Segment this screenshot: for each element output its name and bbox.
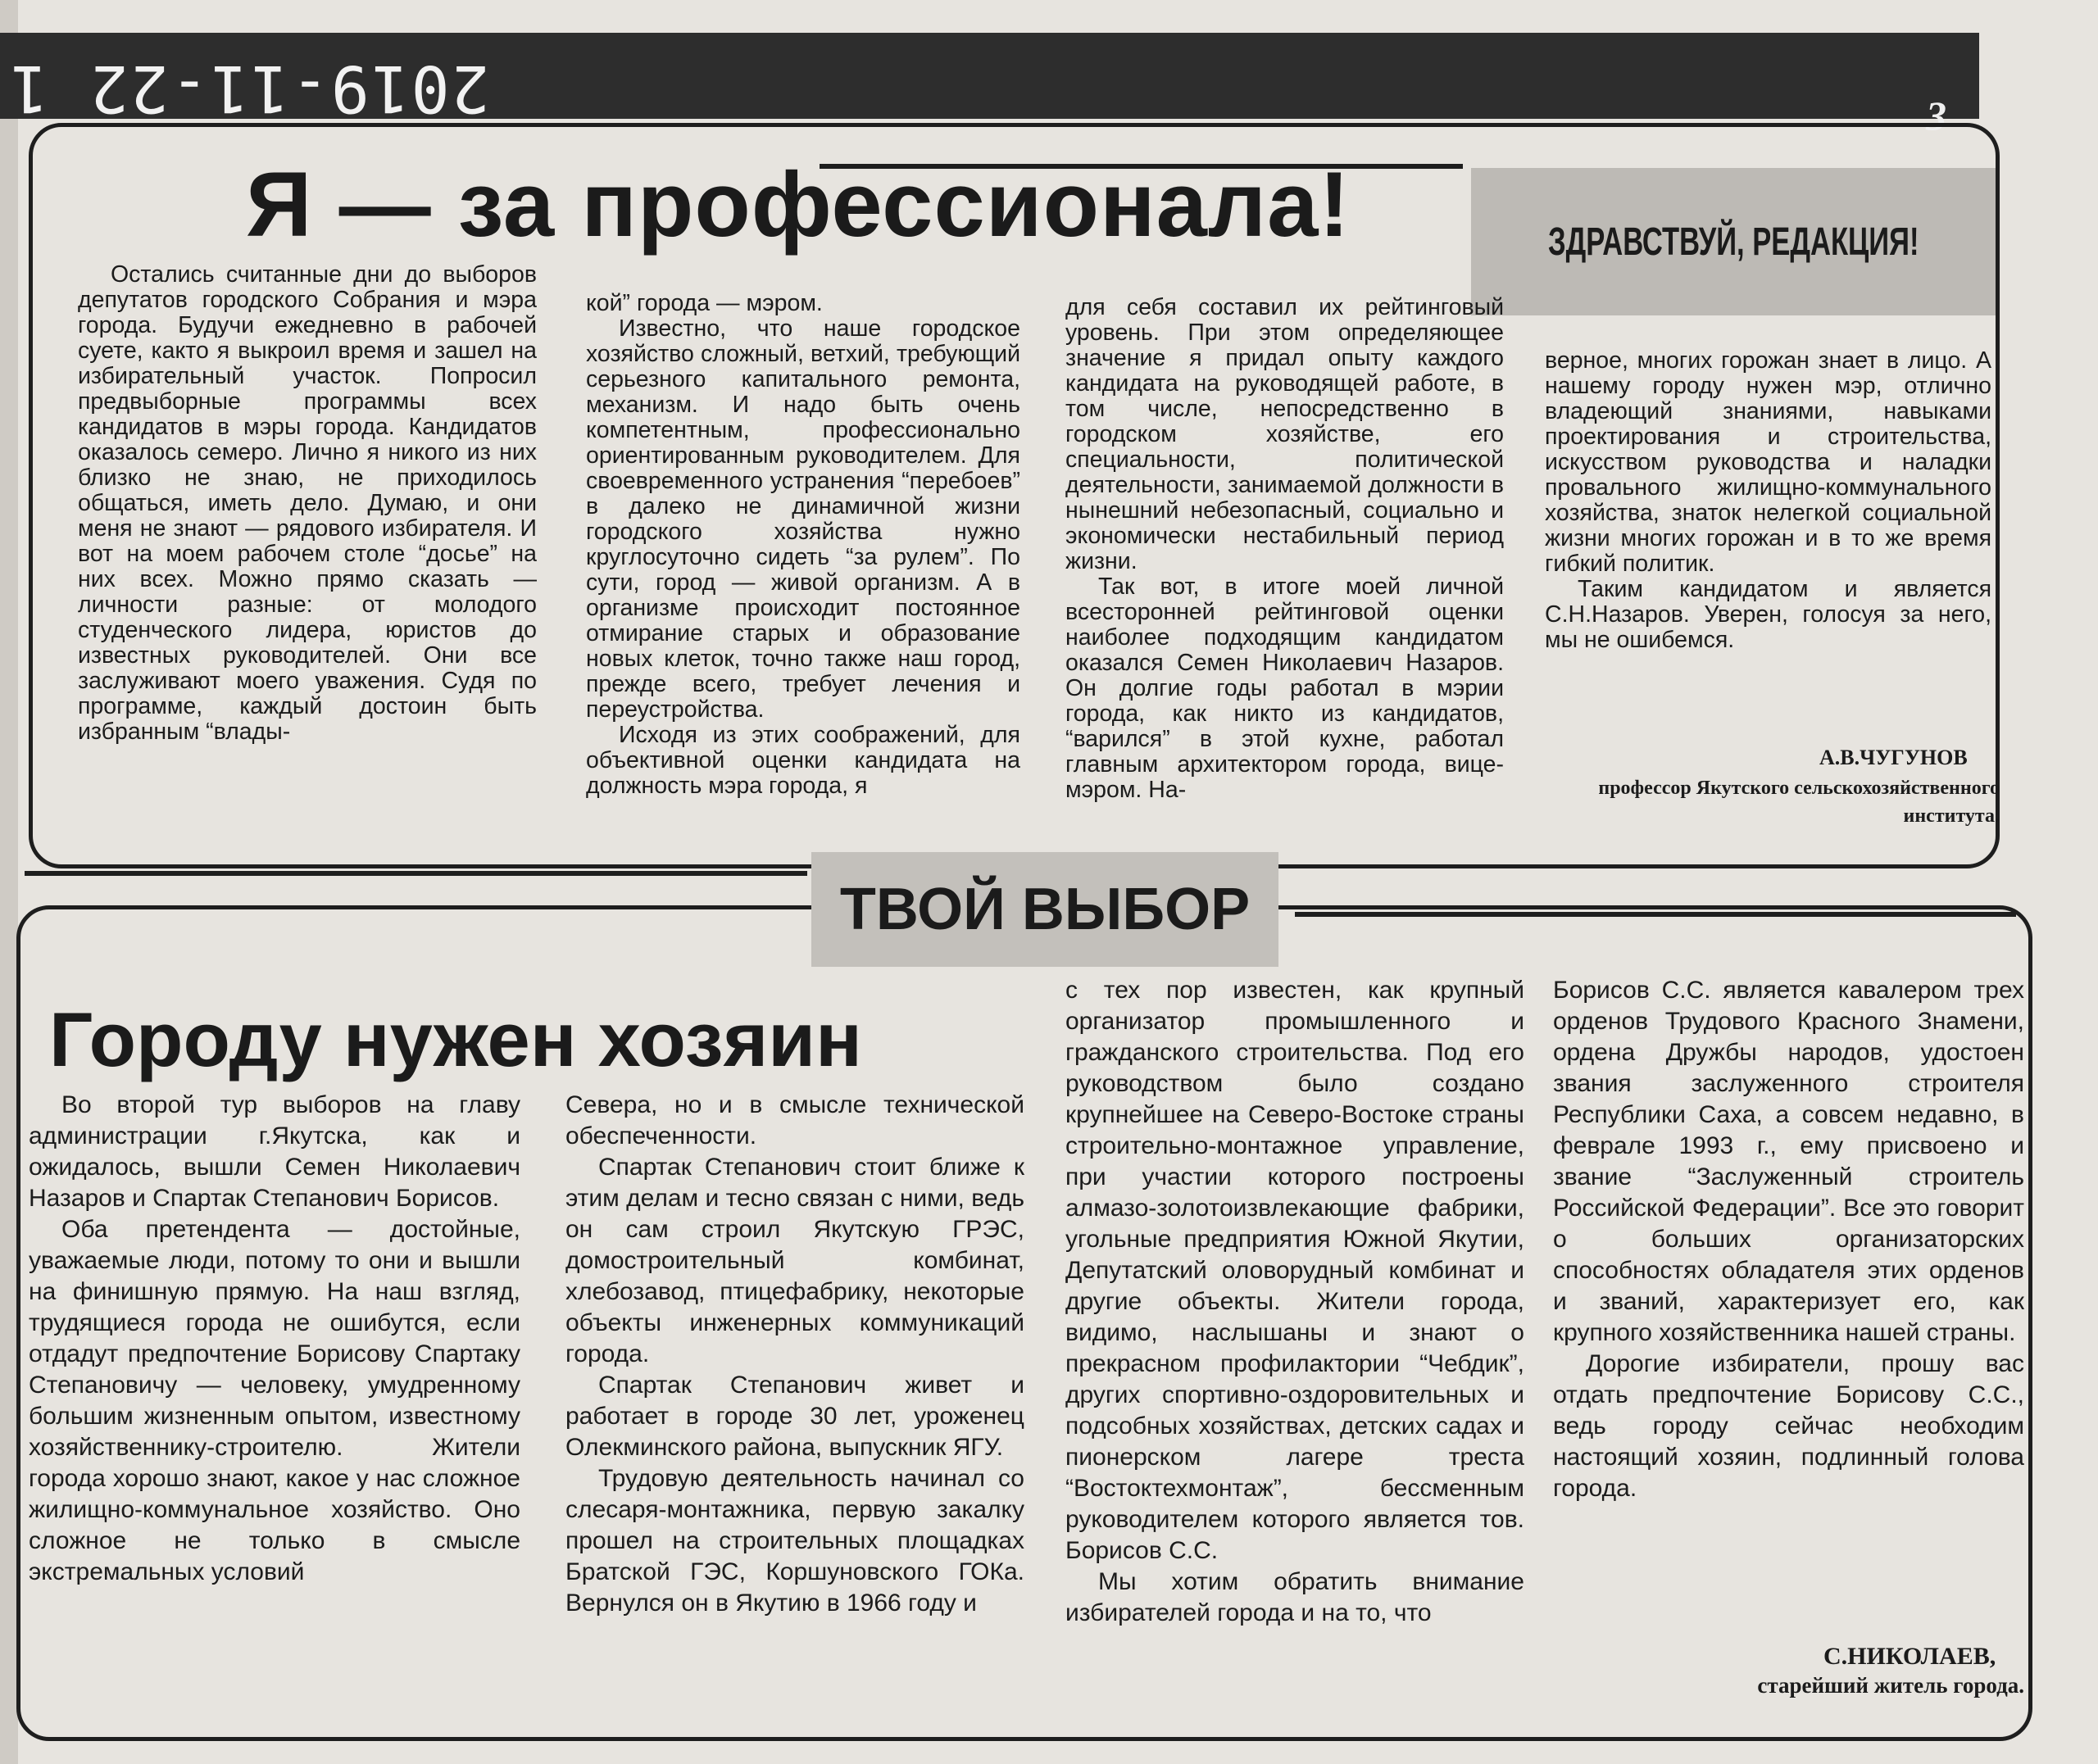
article1-author-desc: профессор Якутского сельскохозяйственного института.	[1598, 778, 2000, 827]
paragraph: Трудовую деятельность начинал со слесаря-монтажника, первую закалку прошел на строительных площадках Братской ГЭС, Коршуновского ГОКа. Вернулся он в Якутию в 1966 году и	[565, 1465, 1024, 1617]
paragraph: для себя составил их рейтинговый уровень. При этом определяющее значение я придал опыту каждого кандидата на руководящей работе, в том числе, непосредственно в городском хозяйстве, его специальности, политической деятельности, занимаемой должности в нынешний небезопасный, социально и экономически нестабильный период жизни.	[1065, 294, 1504, 574]
article2-rubric	[811, 852, 1278, 967]
article1-author-name: А.В.ЧУГУНОВ	[1819, 746, 1968, 769]
article2-author-desc: старейший житель города.	[1757, 1673, 2024, 1698]
paragraph: кой” города — мэром.	[586, 290, 823, 316]
paragraph: Борисов С.С. является кавалером трех орденов Трудового Красного Знамени, ордена Дружбы народов, удостоен звания заслуженного строителя Республики Саха, а совсем недавно, в феврале 1993 г., ему присвоено и звание “Заслуженный строитель Российской Федерации”. Все это говорит о больших организаторских способностях обладателя этих орденов и званий, характеризует его, как крупного хозяйственника нашей страны.	[1553, 977, 2024, 1346]
paragraph: Во второй тур выборов на главу администрации г.Якутска, как и ожидалось, вышли Семен Николаевич Назаров и Спартак Степанович Борисов.	[29, 1091, 520, 1212]
article1-column-1	[78, 262, 537, 745]
page-number: 3	[1926, 93, 1946, 138]
article2-headline: Городу нужен хозяин	[49, 996, 862, 1082]
paragraph: с тех пор известен, как крупный организатор промышленного и гражданского строительства. Под его руководством было создано крупнейшее на Северо-Востоке страны строительно-монтажное управление, при участии которого построены алмазо-золотоизвлекающие фабрики, угольные предприятия Южной Якутии, Депутатский оловорудный комбинат и другие объекты. Жители города, видимо, наслышаны и знают о прекрасном профилактории “Чебдик”, других спортивно-оздоровительных и подсобных хозяйствах, детских садах и пионерском лагере треста “Востоктехмонтаж”, бессменным руководителем которого является тов. Борисов С.С.	[1065, 977, 1524, 1564]
paragraph: Дорогие избиратели, прошу вас отдать предпочтение Борисову С.С., ведь городу сейчас необходим настоящий хозяин, подлинный голова города.	[1553, 1350, 2024, 1502]
paragraph: Севера, но и в смысле технической обеспеченности.	[565, 1091, 1024, 1150]
article2-column-2	[565, 1090, 1024, 1619]
section-divider-left	[25, 871, 807, 876]
paragraph: Известно, что наше городское хозяйство сложный, ветхий, требующий серьезного капитального ремонта, механизм. И надо быть очень компетентным, профессионально ориентированным руководителем. Для своевременного устранения “перебоев” в далеко не динамичной жизни городского хозяйства нужно круглосуточно сидеть “за рулем”. По сути, город — живой организм. А в организме происходит постоянное отмирание старых и образование новых клеток, точно также наш город, прежде всего, требует лечения и переустройства.	[586, 315, 1020, 723]
paragraph: Оба претендента — достойные, уважаемые люди, потому то они и вышли на финишную прямую. На наш взгляд, трудящиеся города не ошибутся, если отдадут предпочтение Борисову Спартаку Степановичу — человеку, умудренному большим жизненным опытом, известному хозяйственнику-строителю. Жители города хорошо знают, какое у нас сложное жилищно-коммунальное хозяйство. Оно сложное не только в смысле экстремальных условий	[29, 1216, 520, 1585]
page-edge	[0, 0, 18, 1764]
header-bar	[0, 33, 1979, 138]
paragraph: Спартак Степанович живет и работает в городе 30 лет, уроженец Олекминского района, выпускник ЯГУ.	[565, 1372, 1024, 1461]
article1-column-4	[1545, 348, 1991, 653]
article1-headline: Я — за профессионала!	[246, 153, 1351, 256]
date-stamp: 2019-11-22 1	[8, 51, 490, 125]
article2-rubric-text: ТВОЙ ВЫБОР	[839, 877, 1251, 942]
paragraph: Исходя из этих соображений, для объективной оценки кандидата на должность мэра города, я	[586, 722, 1020, 799]
article1-rubric-text: ЗДРАВСТВУЙ, РЕДАКЦИЯ!	[1547, 220, 1919, 264]
paragraph: Мы хотим обратить внимание избирателей города и на то, что	[1065, 1568, 1524, 1626]
paragraph: верное, многих горожан знает в лицо. А нашему городу нужен мэр, отлично владеющий знаниями, навыками проектирования и строительства, искусством руководства и наладки провального жилищно-коммунального хозяйства, знаток нелегкой социальной жизни многих горожан и в то же время гибкий политик.	[1545, 347, 1991, 577]
article2-column-4	[1553, 975, 2024, 1504]
paragraph: Таким кандидатом и является С.Н.Назаров. Уверен, голосуя за него, мы не ошибемся.	[1545, 576, 1991, 653]
article2-column-3	[1065, 975, 1524, 1629]
article1-column-2	[586, 291, 1020, 799]
article2-author-name: С.НИКОЛАЕВ,	[1823, 1643, 1996, 1670]
article1-rubric	[1471, 168, 1996, 315]
paragraph: Так вот, в итоге моей личной всесторонней рейтинговой оценки наиболее подходящим кандидатом оказался Семен Николаевич Назаров. Он долгие годы работал в мэрии города, как никто из кандидатов, “варился” в этой кухне, работал главным архитектором города, вице-мэром. На-	[1065, 574, 1504, 803]
article1-column-3	[1065, 295, 1504, 803]
article2-column-1	[29, 1090, 520, 1588]
paragraph: Спартак Степанович стоит ближе к этим делам и тесно связан с ними, ведь он сам строил Якутскую ГРЭС, домостроительный комбинат, хлебозавод, птицефабрику, некоторые объекты инженерных коммуникаций города.	[565, 1154, 1024, 1367]
paragraph: Остались считанные дни до выборов депутатов городского Собрания и мэра города. Будучи ежедневно в рабочей суете, както я выкроил время и зашел на избирательный участок. Попросил предвыборные программы всех кандидатов в мэры города. Кандидатов оказалось семеро. Лично я никого из них близко не знаю, не приходилось общаться, иметь дело. Думаю, и они меня не знают — рядового избирателя. И вот на моем рабочем столе “досье” на них всех. Можно прямо сказать — личности разные: от молодого студенческого лидера, юристов до известных руководителей. Они все заслуживают моего уважения. Судя по программе, каждый достоин быть избранным “влады-	[78, 261, 537, 745]
